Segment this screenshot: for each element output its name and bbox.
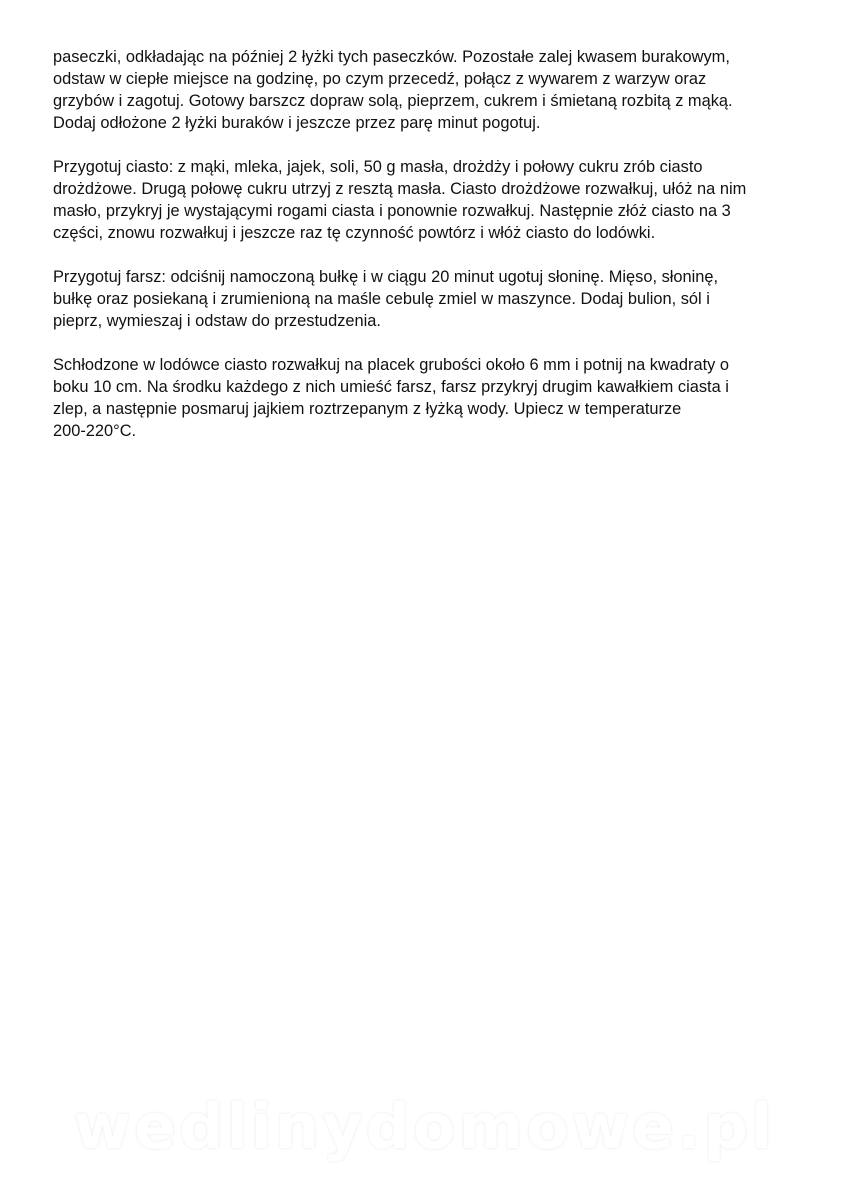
paragraph-dough-instructions	[53, 156, 793, 244]
text-line: 200-220°C.	[53, 422, 137, 440]
text-line: pieprz, wymieszaj i odstaw do przestudzenia.	[53, 312, 381, 330]
text-line: grzybów i zagotuj. Gotowy barszcz dopraw solą, pieprzem, cukrem i śmietaną rozbitą z mąką.	[53, 92, 733, 110]
text-line: odstaw w ciepłe miejsce na godzinę, po czym przecedź, połącz z wywarem z warzyw oraz	[53, 70, 707, 88]
paragraph-baking-instructions	[53, 354, 793, 442]
paragraph-soup-instructions	[53, 46, 793, 134]
text-line: Schłodzone w lodówce ciasto rozwałkuj na placek grubości około 6 mm i potnij na kwadraty o	[53, 356, 730, 374]
text-line: masło, przykryj je wystającymi rogami ciasta i ponownie rozwałkuj. Następnie złóż ciasto na 3	[53, 202, 731, 220]
text-line: boku 10 cm. Na środku każdego z nich umieść farsz, farsz przykryj drugim kawałkiem ciasta i	[53, 378, 729, 396]
text-line: zlep, a następnie posmaruj jajkiem roztrzepanym z łyżką wody. Upiecz w temperaturze	[53, 400, 682, 418]
document-body	[53, 46, 793, 464]
text-line: Przygotuj ciasto: z mąki, mleka, jajek, soli, 50 g masła, drożdży i połowy cukru zrób ciasto	[53, 158, 703, 176]
text-line: drożdżowe. Drugą połowę cukru utrzyj z resztą masła. Ciasto drożdżowe rozwałkuj, ułóż na nim	[53, 180, 747, 198]
text-line: bułkę oraz posiekaną i zrumienioną na maśle cebulę zmiel w maszynce. Dodaj bulion, sól i	[53, 290, 710, 308]
text-line: Dodaj odłożone 2 łyżki buraków i jeszcze przez parę minut pogotuj.	[53, 114, 541, 132]
site-watermark: wedlinydomowe.pl	[73, 1090, 776, 1163]
text-line: części, znowu rozwałkuj i jeszcze raz tę czynność powtórz i włóż ciasto do lodówki.	[53, 224, 656, 242]
text-line: Przygotuj farsz: odciśnij namoczoną bułkę i w ciągu 20 minut ugotuj słoninę. Mięso, słoninę,	[53, 268, 719, 286]
text-line: paseczki, odkładając na później 2 łyżki tych paseczków. Pozostałe zalej kwasem burakowym,	[53, 48, 730, 66]
paragraph-filling-instructions	[53, 266, 793, 332]
